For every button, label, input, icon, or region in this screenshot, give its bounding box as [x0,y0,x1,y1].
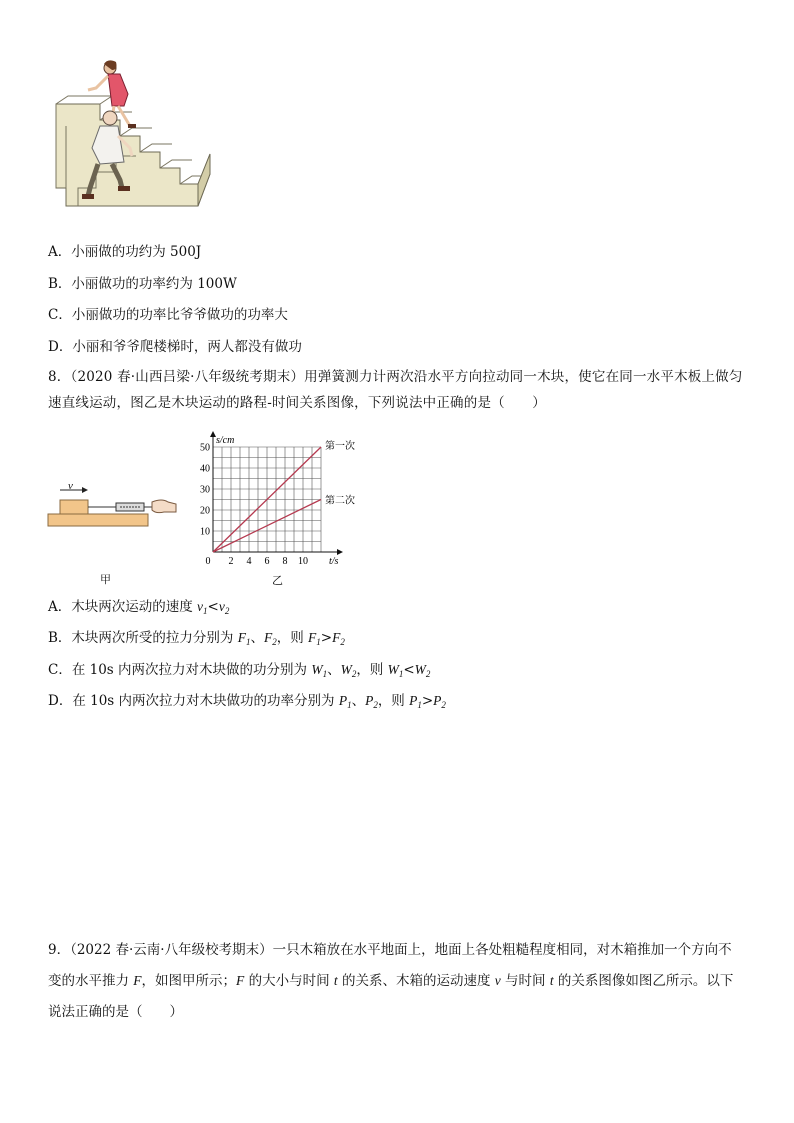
q8-option-b: B．木块两次所受的拉力分别为 $F_1$、$F_2$，则 $F_1>F_2$ [48,630,345,647]
q9-line-1: 9．（2022 春·云南·八年级校考期末）一只木箱放在水平地面上，地面上各处粗糙程度相同，对木箱推加一个方向不 [48,942,732,958]
x-tick-label: 6 [264,556,270,567]
q8-option-c: C．在 10s 内两次拉力对木块做的功分别为 $W_1$、$W_2$，则 $W_1<W_2$ [48,662,431,679]
y-tick-label: 10 [200,526,210,538]
q7-option-b: B．小丽做功的功率约为 100W [48,276,237,292]
figure-jia [46,480,182,532]
x-tick-label: 8 [282,556,288,567]
y-tick-label: 20 [200,505,210,517]
y-tick-label: 50 [200,442,210,454]
series-label-2: 第二次 [325,495,355,507]
q7-option-d: D．小丽和爷爷爬楼梯时，两人都没有做功 [48,339,302,355]
staircase-illustration [48,56,214,224]
x-tick-label: 4 [246,556,252,567]
q9-line-3: 说法正确的是（ ） [48,1004,183,1020]
figure-yi-caption: 乙 [272,574,283,587]
y-axis-label: s/cm [216,435,235,446]
y-tick-label: 40 [200,463,210,475]
velocity-label: v [68,480,73,492]
st-chart [195,424,365,574]
figure-jia-caption: 甲 [100,573,111,586]
x-axis-arrow [337,549,343,555]
y-tick-label: 30 [200,484,210,496]
x-tick-label: 0 [205,556,211,567]
q8-option-d: D．在 10s 内两次拉力对木块做功的功率分别为 $P_1$、$P_2$，则 $P_1>P_2$ [48,693,446,710]
q8-option-a: A．木块两次运动的速度 $v_1<v_2$ [48,599,230,616]
q9-line-2: 变的水平推力 F，如图甲所示；F 的大小与时间 t 的关系、木箱的运动速度 v 与时间 t 的关系图像如图乙所示。以下 [48,973,734,989]
q8-stem: 8．（2020 春·山西吕梁·八年级统考期末）用弹簧测力计两次沿水平方向拉动同一木块，使它在同一水平木板上做匀速直线运动，图乙是木块运动的路程-时间关系图像，下列说法中正确的是（ ） [48,369,743,411]
q7-option-a: A．小丽做的功约为 500J [48,244,202,260]
x-tick-label: 2 [228,556,234,567]
x-axis-label: t/s [329,556,339,567]
series-label-1: 第一次 [325,441,355,452]
x-tick-label: 10 [298,556,308,567]
q7-option-c: C．小丽做功的功率比爷爷做功的功率大 [48,307,288,323]
